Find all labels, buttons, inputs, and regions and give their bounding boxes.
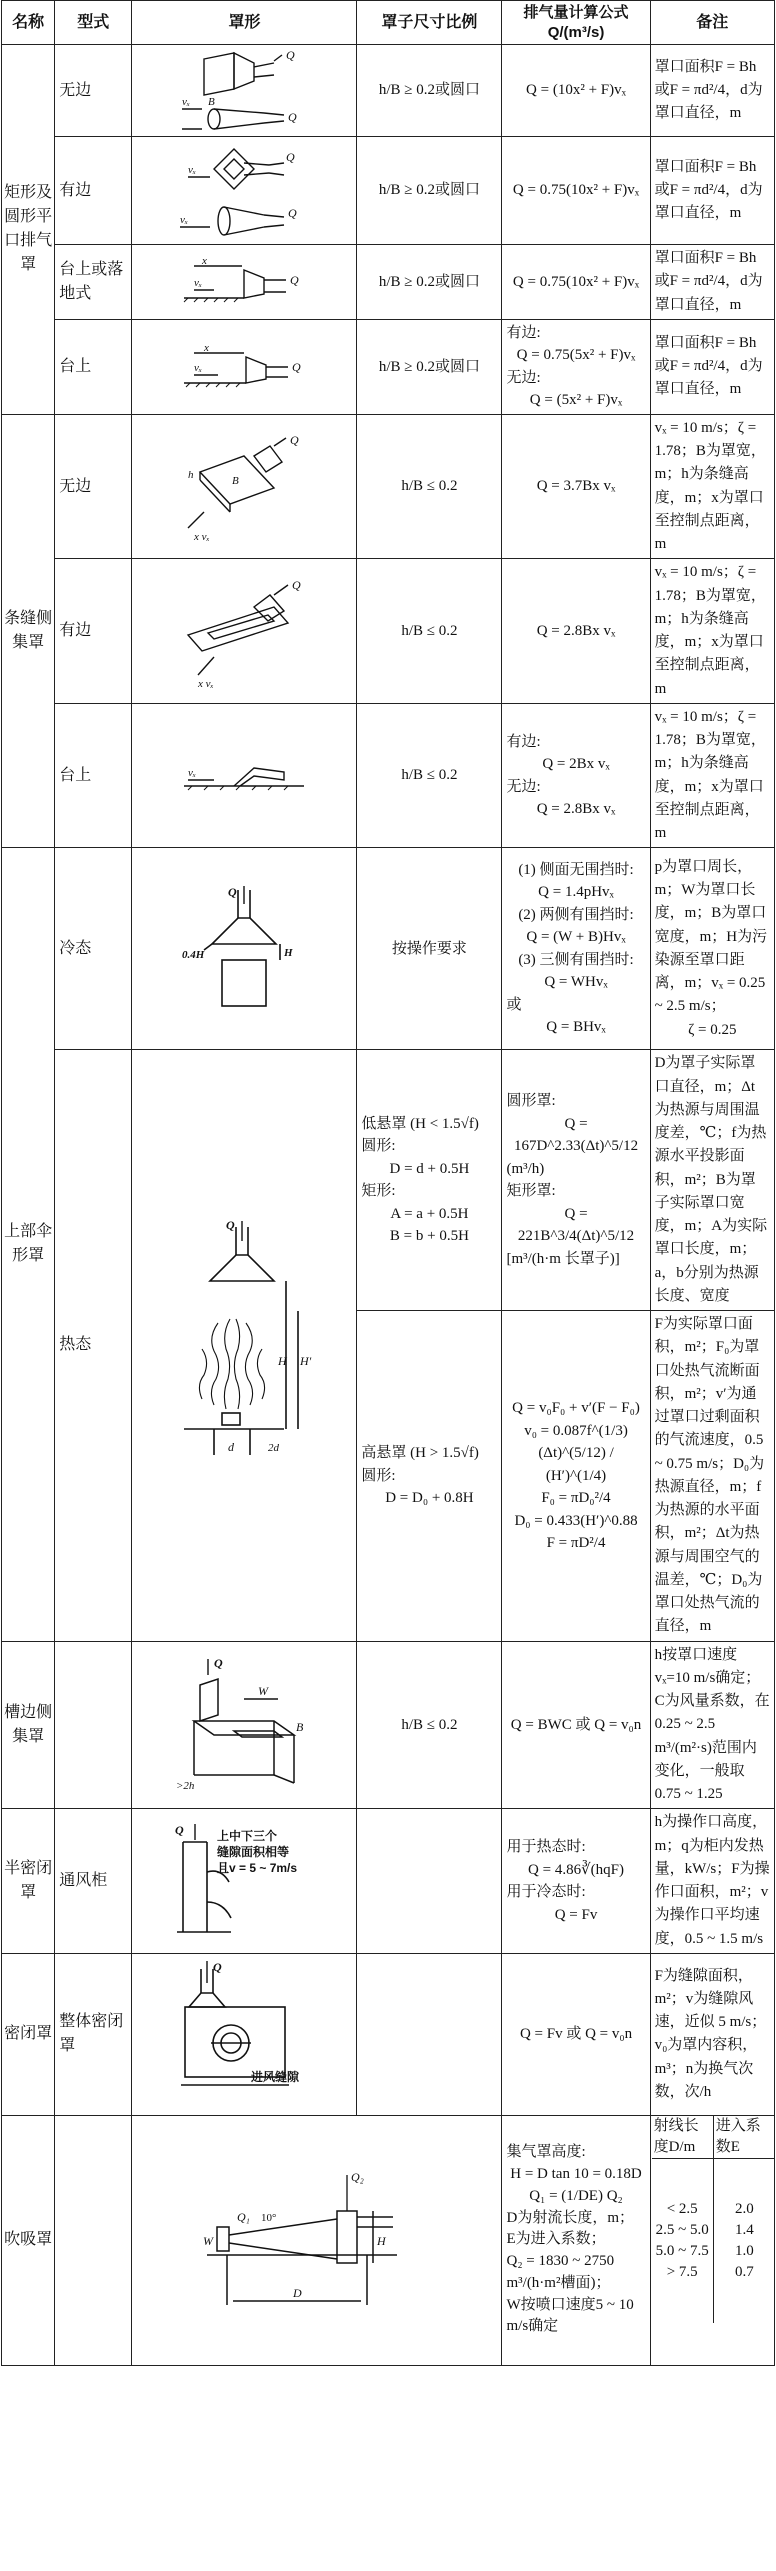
canopy-hot-2d-label: 2d — [268, 1442, 280, 1455]
ratio-cell: h/B ≤ 0.2 — [357, 414, 502, 559]
ratio-line: D = D₀ + 0.8H — [385, 1490, 474, 1506]
svg-text:vₓ: vₓ — [194, 361, 203, 374]
fume-cupboard-icon — [171, 1822, 317, 1940]
note-cell: D为罩子实际罩口直径，m；Δt为热源与周围温度差，℃；f为热源水平投影面积，m²；B为罩子实际罩口宽度，m；A为实际罩口长度，m；a，b分别为热源长度、宽度 — [650, 1050, 774, 1311]
subtable-header-length: 射线长度D/m — [652, 2116, 714, 2159]
formula-line: Q = 0.75(5x² + F)vₓ — [516, 347, 636, 364]
type-cell-empty — [55, 2115, 132, 2365]
svg-text:x: x — [202, 255, 208, 267]
push-pull-q1-label: Q₁ — [236, 2210, 250, 2225]
type-cell: 通风柜 — [55, 1809, 132, 1954]
table-row — [2, 45, 775, 137]
note-cell: h按罩口速度vₓ=10 m/s确定；C为风量系数，在0.25 ~ 2.5 m³/(m²·s)范围内变化，一般取0.75 ~ 1.25 — [650, 1641, 774, 1809]
svg-text:h: h — [188, 468, 194, 481]
header-name: 名称 — [2, 1, 55, 45]
flanged-hood-icon — [174, 141, 314, 241]
formula-line: (m³/h) — [506, 1160, 545, 1177]
ratio-cell: 按操作要求 — [357, 848, 502, 1050]
formula-line: Q = (W + B)Hvₓ — [526, 929, 626, 946]
formula-line: 矩形罩: — [506, 1183, 556, 1200]
formula-cell: Q = 2.8Bx vₓ — [502, 559, 650, 704]
group4-name: 槽边侧集罩 — [2, 1641, 55, 1809]
formula-line: 或 — [506, 996, 522, 1013]
note-cell: F为缝隙面积，m²；v为缝隙风速，近似 5 m/s；v₀为罩内容积，m³；n为换气次数，次/h — [650, 1953, 774, 2115]
header-formula: 排气量计算公式Q/(m³/s) — [502, 1, 650, 45]
formula-cell — [502, 2115, 650, 2365]
svg-text:Q: Q — [288, 109, 297, 124]
formula-line: F = πD²/4 — [546, 1535, 606, 1551]
ratio-cell: h/B ≥ 0.2或圆口 — [357, 137, 502, 245]
push-pull-w-label: W — [202, 2234, 213, 2249]
header-shape: 罩形 — [132, 1, 357, 45]
ratio-cell-empty — [357, 1809, 502, 1954]
formula-line: (2) 两侧有围挡时: — [518, 906, 634, 923]
formula-line: 有边: — [506, 324, 541, 341]
type-cell-empty — [55, 1641, 132, 1809]
note-cell: vₓ = 10 m/s；ζ = 1.78；B为罩宽，m；h为条缝高度，m；x为罩口至控制点距离，m — [650, 703, 774, 848]
canopy-hot-d-label: d — [228, 1440, 235, 1455]
ratio-line: 高悬罩 (H > 1.5√f) — [361, 1445, 479, 1461]
type-cell: 有边 — [55, 137, 132, 245]
svg-text:B: B — [232, 474, 240, 487]
subtable-cell: 1.0 — [735, 2242, 754, 2259]
formula-cell — [502, 848, 650, 1050]
formula-line: F₀ = πD₀²/4 — [541, 1490, 611, 1506]
push-pull-hood-icon — [197, 2155, 437, 2325]
group3-name: 上部伞形罩 — [2, 848, 55, 1641]
floor-hood-icon — [174, 256, 314, 308]
push-pull-angle-label: 10° — [260, 2212, 277, 2225]
ratio-cell: h/B ≥ 0.2或圆口 — [357, 245, 502, 320]
formula-line: Q = BHvₓ — [546, 1019, 606, 1036]
formula-line: Q = 1.4pHvₓ — [538, 884, 614, 901]
svg-text:vₓ: vₓ — [194, 276, 203, 289]
entry-coefficient-table — [652, 2116, 775, 2323]
table-row — [2, 319, 775, 414]
subtable-row — [652, 2241, 775, 2262]
svg-text:x vₓ: x vₓ — [198, 678, 214, 690]
formula-cell — [502, 319, 650, 414]
table-row — [2, 414, 775, 559]
slot-hood-diagram-flanged — [132, 559, 357, 704]
subtable-cell: > 7.5 — [652, 2262, 714, 2323]
canopy-hot-h-label: H — [278, 1354, 287, 1369]
type-cell: 热态 — [55, 1050, 132, 1641]
table-row — [2, 1953, 775, 2115]
svg-text:x: x — [204, 341, 210, 354]
subtable-cell: 1.4 — [735, 2221, 754, 2238]
type-cell: 台上 — [55, 319, 132, 414]
note-text: ζ = 0.25 — [688, 1021, 737, 1038]
trough-q-label: Q — [214, 1655, 223, 1670]
formula-line: Q = 221B^3/4(Δt)^5/12 — [517, 1205, 635, 1245]
svg-text:Q: Q — [286, 149, 295, 164]
trough-w-label: W — [258, 1683, 269, 1698]
ratio-cell-empty — [357, 1953, 502, 2115]
fume-cupboard-diagram — [132, 1809, 357, 1954]
type-cell: 无边 — [55, 414, 132, 559]
trough-hood-diagram — [132, 1641, 357, 1809]
formula-cell: Q = 3.7Bx vₓ — [502, 414, 650, 559]
push-pull-d-label: D — [292, 2286, 302, 2301]
formula-line: Q = WHvₓ — [544, 974, 608, 991]
fume-label-1: 上中下三个 — [217, 1829, 278, 1843]
subtable-row — [652, 2220, 775, 2241]
formula-line: D为射流长度，m； — [506, 2209, 634, 2226]
canopy-cold-diagram — [132, 848, 357, 1050]
formula-cell — [502, 1311, 650, 1642]
formula-line: 用于冷态时: — [506, 1884, 586, 1900]
svg-text:vₓ: vₓ — [182, 95, 191, 108]
canopy-cold-h-label: H — [284, 946, 293, 959]
enclosure-label: 进风缝隙 — [251, 2070, 300, 2085]
subtable-header — [652, 2116, 775, 2159]
trough-b-label: B — [296, 1719, 304, 1734]
subtable-row — [652, 2262, 775, 2323]
push-pull-diagram — [132, 2115, 502, 2365]
formula-line: Q = (5x² + F)vₓ — [529, 392, 623, 409]
formula-line: 有边: — [506, 733, 541, 750]
hot-canopy-hood-icon — [174, 1215, 314, 1475]
group6-name: 密闭罩 — [2, 1953, 55, 2115]
formula-cell: Q = Fv 或 Q = v₀n — [502, 1953, 650, 2115]
formula-line: Q = v₀F₀ + v′(F − F₀) — [512, 1400, 640, 1416]
table-row — [2, 1050, 775, 1311]
subtable-cell: 0.7 — [735, 2263, 754, 2280]
table-row — [2, 137, 775, 245]
formula-line: E为进入系数； — [506, 2231, 606, 2248]
ratio-cell: h/B ≤ 0.2 — [357, 1641, 502, 1809]
trough-hood-icon — [174, 1655, 314, 1795]
formula-line: W按喷口速度5 ~ 10 m/s确定 — [506, 2296, 634, 2335]
type-cell: 有边 — [55, 559, 132, 704]
formula-line: Q = 2.8Bx vₓ — [536, 801, 616, 817]
trough-h-label: >2h — [176, 1779, 195, 1792]
svg-text:Q: Q — [290, 432, 299, 447]
formula-line: v₀ = 0.087f^(1/3)(Δt)^(5/12) / (H′)^(1/4) — [524, 1422, 628, 1484]
ratio-cell: h/B ≤ 0.2 — [357, 703, 502, 848]
push-pull-h-label: H — [376, 2234, 386, 2249]
subtable-row — [652, 2158, 775, 2220]
formula-line: Q₁ = (1/DE) Q₂ — [529, 2187, 623, 2204]
formula-cell: Q = (10x² + F)vₓ — [502, 45, 650, 137]
type-cell: 台上 — [55, 703, 132, 848]
type-cell: 台上或落地式 — [55, 245, 132, 320]
formula-line: (1) 侧面无围挡时: — [518, 861, 634, 878]
table-row — [2, 559, 775, 704]
formula-line: D₀ = 0.433(H′)^0.88 — [514, 1512, 638, 1529]
note-text: p为罩口周长，m；W为罩口长度，m；B为罩口宽度，m；H为污染源至罩口距离，m；vₓ = 0.25 ~ 2.5 m/s； — [654, 858, 768, 1015]
ratio-cell: h/B ≤ 0.2 — [357, 559, 502, 704]
note-cell: vₓ = 10 m/s；ζ = 1.78；B为罩宽，m；h为条缝高度，m；x为罩口至控制点距离，m — [650, 414, 774, 559]
svg-text:vₓ: vₓ — [188, 163, 197, 176]
formula-line: (3) 三侧有围挡时: — [518, 951, 634, 968]
ratio-cell: h/B ≥ 0.2或圆口 — [357, 45, 502, 137]
subtable-header-coeff: 进入系数E — [713, 2116, 775, 2159]
ratio-cell — [357, 1311, 502, 1642]
type-cell: 无边 — [55, 45, 132, 137]
table-row — [2, 1641, 775, 1809]
ratio-cell: h/B ≥ 0.2或圆口 — [357, 319, 502, 414]
svg-text:B: B — [208, 95, 216, 108]
svg-text:vₓ: vₓ — [180, 213, 189, 226]
table-row — [2, 2115, 775, 2365]
table-row — [2, 848, 775, 1050]
slot-hood-diagram-table — [132, 703, 357, 848]
enclosure-hood-icon — [171, 1959, 317, 2109]
svg-text:Q: Q — [292, 359, 301, 374]
ratio-line: 圆形: — [361, 1467, 396, 1484]
ratio-line: 低悬罩 (H < 1.5√f) — [361, 1115, 479, 1132]
canopy-hot-diagram — [132, 1050, 357, 1641]
subtable-cell: 5.0 ~ 7.5 — [652, 2241, 714, 2262]
slot-hood-icon — [174, 432, 314, 542]
group7-name: 吹吸罩 — [2, 2115, 55, 2365]
formula-cell: Q = BWC 或 Q = v₀n — [502, 1641, 650, 1809]
formula-line: 圆形罩: — [506, 1093, 556, 1110]
note-cell — [650, 848, 774, 1050]
fume-label-3: 且v = 5 ~ 7m/s — [217, 1861, 298, 1875]
ratio-line: D = d + 0.5H — [389, 1160, 470, 1177]
note-cell: F为实际罩口面积，m²；F₀为罩口处热气流断面积，m²；v′为通过罩口过剩面积的气流速度，0.5 ~ 0.75 m/s；D₀为热源直径，m；f为热源的水平面积，m²；Δt为热源与周围空气的温差，℃；D₀为罩口处热气流的直径，m — [650, 1311, 774, 1642]
type-cell: 整体密闭罩 — [55, 1953, 132, 2115]
formula-cell: Q = 0.75(10x² + F)vₓ — [502, 137, 650, 245]
hood-diagram-table — [132, 319, 357, 414]
enclosure-q-label: Q — [213, 1960, 222, 1975]
formula-line: Q = 2Bx vₓ — [542, 756, 610, 772]
formula-cell: Q = 0.75(10x² + F)vₓ — [502, 245, 650, 320]
canopy-hood-icon — [174, 884, 314, 1014]
canopy-cold-w-label: 0.4H — [182, 948, 205, 961]
formula-line: 无边: — [506, 369, 541, 386]
group1-name: 矩形及圆形平口排气罩 — [2, 45, 55, 415]
fume-label-2: 缝隙面积相等 — [217, 1845, 290, 1859]
table-row — [2, 245, 775, 320]
ratio-line: 圆形: — [361, 1138, 396, 1155]
canopy-hot-h2-label: H′ — [300, 1354, 312, 1369]
table-row — [2, 1809, 775, 1954]
svg-text:vₓ: vₓ — [188, 766, 197, 779]
formula-line: Q = Fv — [554, 1906, 598, 1923]
ratio-line: 矩形: — [361, 1183, 396, 1200]
ratio-line: B = b + 0.5H — [389, 1228, 469, 1245]
note-cell: 罩口面积F = Bh或F = πd²/4，d为罩口直径，m — [650, 137, 774, 245]
push-pull-q2-label: Q₂ — [350, 2170, 364, 2185]
formula-line: 无边: — [506, 778, 541, 795]
formula-line: 用于热态时: — [506, 1839, 586, 1855]
formula-line: [m³/(h·m 长罩子)] — [506, 1250, 620, 1267]
ratio-cell — [357, 1050, 502, 1311]
formula-line: Q = 4.86∛(hqF) — [528, 1861, 624, 1878]
flanged-slot-hood-icon — [174, 571, 314, 691]
enclosure-diagram — [132, 1953, 357, 2115]
ratio-line: A = a + 0.5H — [390, 1205, 469, 1222]
header-ratio: 罩子尺寸比例 — [357, 1, 502, 45]
subtable-cell: < 2.5 — [652, 2158, 714, 2220]
table-slot-hood-icon — [174, 746, 314, 806]
note-cell: 罩口面积F = Bh或F = πd²/4，d为罩口直径，m — [650, 245, 774, 320]
type-cell: 冷态 — [55, 848, 132, 1050]
svg-text:Q: Q — [292, 578, 301, 592]
svg-text:Q: Q — [290, 272, 299, 287]
group2-name: 条缝侧集罩 — [2, 414, 55, 848]
formula-cell — [502, 1809, 650, 1954]
note-cell: h为操作口高度，m；q为柜内发热量，kW/s；F为操作口面积，m²；v为操作口平均速度，0.5 ~ 1.5 m/s — [650, 1809, 774, 1954]
exhaust-hood-table — [1, 0, 775, 2366]
note-cell: 罩口面积F = Bh或F = πd²/4，d为罩口直径，m — [650, 319, 774, 414]
canopy-hot-q-label: Q — [226, 1218, 235, 1233]
entry-coefficient-cell — [650, 2115, 774, 2365]
subtable-cell: 2.0 — [735, 2200, 754, 2217]
formula-cell — [502, 703, 650, 848]
header-note: 备注 — [650, 1, 774, 45]
header-row — [2, 1, 775, 45]
hood-diagram-rect-flangeless — [132, 45, 357, 137]
group5-name: 半密闭罩 — [2, 1809, 55, 1954]
table-hood-icon — [174, 339, 314, 395]
canopy-cold-q-label: Q — [228, 884, 237, 899]
header-type: 型式 — [55, 1, 132, 45]
svg-text:Q: Q — [286, 48, 295, 62]
slot-hood-diagram-flangeless — [132, 414, 357, 559]
formula-cell — [502, 1050, 650, 1311]
formula-line: Q = 167D^2.33(Δt)^5/12 — [513, 1115, 639, 1155]
fume-q-label: Q — [175, 1823, 184, 1837]
formula-line: 集气罩高度: — [506, 2144, 586, 2161]
hood-diagram-floor — [132, 245, 357, 320]
formula-line: Q₂ = 1830 ~ 2750 m³/(h·m²槽面)； — [506, 2253, 615, 2291]
note-cell: vₓ = 10 m/s；ζ = 1.78；B为罩宽，m；h为条缝高度，m；x为罩口至控制点距离，m — [650, 559, 774, 704]
note-cell: 罩口面积F = Bh或F = πd²/4，d为罩口直径，m — [650, 45, 774, 137]
svg-text:Q: Q — [288, 205, 297, 220]
table-row — [2, 703, 775, 848]
formula-line: H = D tan 10 = 0.18D — [510, 2166, 642, 2183]
subtable-cell: 2.5 ~ 5.0 — [652, 2220, 714, 2241]
rect-hood-icon — [174, 49, 314, 133]
hood-diagram-rect-flanged — [132, 137, 357, 245]
svg-text:x vₓ: x vₓ — [194, 530, 210, 542]
